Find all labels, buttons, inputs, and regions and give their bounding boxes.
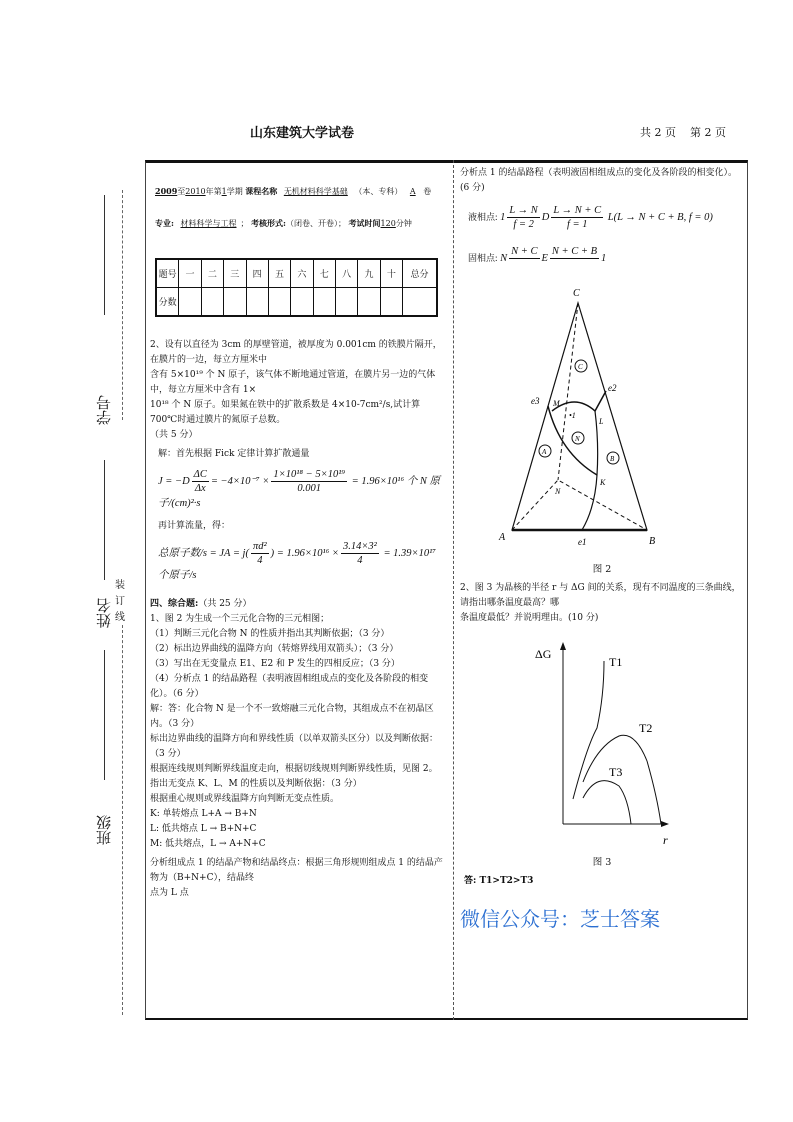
- student-id-label: 学号: [95, 395, 113, 425]
- k-label: K: [600, 478, 606, 487]
- figure-2-caption: 图 2: [592, 564, 612, 575]
- score-header: 总分: [403, 259, 437, 288]
- fraction: [192, 468, 209, 495]
- text-line: （共 5 分）: [150, 430, 198, 440]
- column-divider: [453, 160, 454, 1020]
- text-line: 指出无变点 K、L、M 的性质以及判断依据：（3 分）: [150, 779, 362, 789]
- x-axis-label: r: [663, 833, 668, 847]
- eq-part: E: [541, 252, 548, 264]
- text-line: （1）判断三元化合物 N 的性质并指出其判断依据；（3 分）: [150, 629, 390, 639]
- term: 1: [221, 187, 227, 196]
- question-2-text: [150, 338, 448, 443]
- text-line: 根据连线规则判断界线温度走向，根据切线规则判断界线性质，见图 2。: [150, 764, 438, 774]
- denominator: 4: [357, 555, 363, 566]
- n-label: N: [555, 487, 561, 496]
- section-4: [150, 597, 448, 901]
- figure-3-caption: 图 3: [592, 857, 612, 868]
- liquid-label: 液相点:: [468, 211, 498, 222]
- score-cell[interactable]: [268, 288, 290, 317]
- course-level: （本、专科）: [354, 187, 403, 196]
- m-label: M: [553, 399, 560, 408]
- equation-flux: [158, 468, 448, 513]
- course-label: 课程名称: [245, 186, 278, 196]
- term-label: 学期: [226, 187, 243, 196]
- score-header: 四: [246, 259, 268, 288]
- region-a-label: A: [542, 448, 547, 456]
- score-cell[interactable]: [313, 288, 335, 317]
- exam-form: （闭卷、开卷）；: [286, 219, 346, 228]
- text-line: 标出边界曲线的温降方向和界线性质（以单双箭头区分）以及判断依据：（3 分）: [150, 734, 439, 759]
- id-line: [104, 195, 105, 315]
- page-count: 共 2 页 第 2 页: [640, 126, 726, 139]
- fraction: [509, 245, 539, 272]
- name-line: [104, 460, 105, 580]
- text-line: K: 单转熔点 L+A → B+N: [150, 809, 257, 819]
- denominator: 0.001: [297, 483, 321, 494]
- crystallization-intro: 分析点 1 的结晶路程（表明液固相组成点的变化及各阶段的相变化）。(6 分): [460, 168, 737, 193]
- score-header-row: [156, 259, 437, 288]
- solution-step-2: 再计算流量，得：: [158, 521, 231, 531]
- eq-part: = −4×10⁻⁷ ×: [210, 475, 270, 487]
- numerator: πd²: [252, 541, 267, 552]
- fraction: [551, 204, 603, 231]
- l-label: L: [599, 417, 604, 426]
- text-line: 2、设有以直径为 3cm 的厚壁管道，被厚度为 0.001cm 的铁膜片隔开，在膜片的一边，每立方厘米中: [150, 340, 442, 365]
- text-line: 1、图 2 为生成一个三元化合物的三元相图；: [150, 614, 330, 624]
- curve-t3: [583, 781, 631, 824]
- score-header: 三: [224, 259, 246, 288]
- numerator: L → N: [509, 205, 538, 216]
- score-cell[interactable]: [403, 288, 437, 317]
- region-c-label: C: [578, 363, 583, 371]
- score-header: 二: [201, 259, 223, 288]
- denominator: 4: [257, 555, 263, 566]
- exam-time: 120: [380, 219, 396, 228]
- score-row-label: 分数: [156, 288, 179, 317]
- paper-version: A: [409, 187, 416, 196]
- text-line: （4）分析点 1 的结晶路程（表明液固相组成点的变化及各阶段的相变化）。（6 分）: [150, 674, 429, 699]
- paper-label: 卷: [423, 187, 432, 196]
- text-line: 解：答：化合物 N 是一个不一致熔融三元化合物，其组成点不在初晶区内。（3 分）: [150, 704, 434, 729]
- fraction: [341, 540, 379, 567]
- class-line: [104, 650, 105, 780]
- curve-label-t1: T1: [609, 655, 623, 669]
- class-label: 班级: [95, 815, 113, 845]
- name-label: 姓名: [95, 598, 113, 628]
- score-cell[interactable]: [380, 288, 402, 317]
- fraction: [507, 204, 539, 231]
- text-line: 条温度最低？并说明理由。(10 分): [460, 613, 599, 623]
- y-axis-arrow: [560, 642, 566, 650]
- numerator: 3.14×3²: [342, 541, 377, 552]
- numerator: N + C: [511, 246, 538, 257]
- point-1: •1: [569, 411, 576, 420]
- to-label: 至: [177, 187, 186, 196]
- numerator: ΔC: [193, 469, 207, 480]
- separator: ；: [240, 219, 249, 228]
- e3-label: e3: [531, 396, 540, 406]
- score-header: 十: [380, 259, 402, 288]
- curve-label-t3: T3: [609, 765, 623, 779]
- score-header: 五: [268, 259, 290, 288]
- left-column: [150, 338, 448, 901]
- y-axis-label: ΔG: [535, 647, 552, 661]
- form-label: 考核形式:: [251, 218, 286, 228]
- x-axis-arrow: [661, 821, 669, 827]
- nucleation-energy-chart: [535, 636, 675, 851]
- page-title: 山东建筑大学试卷: [250, 126, 355, 141]
- time-label: 考试时间: [348, 218, 381, 228]
- eq-part: D: [541, 211, 550, 223]
- score-cell[interactable]: [336, 288, 358, 317]
- binding-char: 订: [115, 596, 125, 607]
- answer-text: T1>T2>T3: [479, 876, 534, 886]
- watermark: 微信公众号：芝士答案: [460, 907, 660, 931]
- denominator: f = 1: [567, 219, 588, 230]
- question-2-right: [460, 581, 744, 626]
- solid-label: 固相点:: [468, 252, 498, 263]
- eq-part: = 1.39×10¹⁷ 个原子/s: [158, 547, 436, 581]
- curve-label-t2: T2: [639, 721, 653, 735]
- binding-char: 线: [115, 612, 125, 623]
- section-title: 四、综合题:: [150, 599, 199, 609]
- answer: [464, 874, 744, 889]
- ternary-phase-diagram: [495, 278, 665, 558]
- vertex-c-label: C: [573, 288, 580, 299]
- major-label: 专业:: [155, 218, 174, 228]
- year-to: 2010: [185, 187, 206, 196]
- text-line: 含有 5×10¹⁹ 个 N 原子，该气体不断地通过管道，在膜片另一边的气体中，每立方厘米中含有 1×: [150, 370, 436, 395]
- binding-char: 装: [115, 580, 125, 591]
- exam-info-row1: [155, 184, 447, 199]
- eq-part: ) = 1.96×10¹⁶ ×: [270, 547, 339, 559]
- boundary-m-l-e2: [552, 391, 606, 411]
- section-4-heading: [150, 597, 448, 612]
- region-n-label: N: [575, 435, 580, 443]
- text-line: 10¹⁸ 个 N 原子。如果氮在铁中的扩散系数是 4×10-7cm²/s,试计算 700℃时通过膜片的氮原子总数。: [150, 400, 421, 425]
- text-line: 点为 L 点: [150, 888, 189, 898]
- fraction: [550, 245, 599, 272]
- score-row: [156, 288, 437, 317]
- text-line: 分析组成点 1 的结晶产物和结晶终点：根据三角形规则组成点 1 的结晶产物为（B+N+C），结晶终: [150, 858, 443, 883]
- time-unit: 分钟: [395, 219, 412, 228]
- equation-total: [158, 540, 448, 585]
- eq-part: 总原子数/s = JA = j(: [158, 547, 249, 559]
- text-line: 根据重心规则或界线温降方向判断无变点性质。: [150, 794, 340, 804]
- eq-part: J = −D: [158, 475, 190, 487]
- score-header: 一: [179, 259, 201, 288]
- score-header: 八: [336, 259, 358, 288]
- text-line: M: 低共熔点，L → A+N+C: [150, 839, 266, 849]
- solid-path: [468, 245, 744, 272]
- year-label: 年第: [205, 187, 222, 196]
- score-cell[interactable]: [201, 288, 223, 317]
- score-cell[interactable]: [291, 288, 313, 317]
- denominator: f = 2: [513, 219, 534, 230]
- answer-label: 答:: [464, 876, 477, 886]
- eq-part: N: [500, 252, 508, 264]
- score-cell[interactable]: [246, 288, 268, 317]
- score-header: 九: [358, 259, 380, 288]
- binding-dash-top: [122, 190, 123, 420]
- score-table: [155, 258, 438, 317]
- score-header: 六: [291, 259, 313, 288]
- fraction: [251, 540, 269, 567]
- score-cell[interactable]: [358, 288, 380, 317]
- text-line: （3）写出在无变量点 E1、E2 和 P 发生的四相反应；（3 分）: [150, 659, 400, 669]
- liquid-path: [468, 204, 744, 231]
- right-column: [460, 166, 744, 932]
- compatibility-lines: [512, 303, 647, 530]
- section-points: （共 25 分）: [198, 599, 252, 609]
- e1-label: e1: [578, 537, 587, 547]
- eq-part: L(L → N + C + B, f = 0): [607, 211, 713, 223]
- binding-dash-bottom: [122, 625, 123, 1015]
- text-line: （2）标出边界曲线的温降方向（转熔界线用双箭头）；（3 分）: [150, 644, 399, 654]
- binding-line-label: [115, 578, 125, 626]
- eq-part: 1: [601, 252, 607, 264]
- vertex-a-label: A: [499, 532, 506, 543]
- triangle-outline: [512, 303, 647, 530]
- fraction: [271, 468, 347, 495]
- curve-t1: [573, 661, 604, 799]
- denominator: Δx: [194, 483, 206, 494]
- course-name: 无机材料科学基础: [283, 187, 348, 196]
- eq-part: 1: [500, 211, 506, 223]
- score-header: 七: [313, 259, 335, 288]
- year-from: 2009: [155, 186, 178, 196]
- curve-t2: [583, 735, 661, 824]
- score-cell[interactable]: [179, 288, 201, 317]
- score-header: 题号: [156, 259, 179, 288]
- vertex-b-label: B: [649, 536, 656, 547]
- region-b-label: B: [610, 455, 615, 463]
- eq-part: = 1.96×10¹⁶ 个 N 原子/(cm)²·s: [158, 475, 440, 509]
- numerator: N + C + B: [551, 246, 598, 257]
- score-cell[interactable]: [224, 288, 246, 317]
- text-line: 2、图 3 为晶核的半径 r 与 ΔG 间的关系，现有不同温度的三条曲线，请指出哪条温度最高？哪: [460, 583, 741, 608]
- solution-step-1: 解：首先根据 Fick 定律计算扩散通量: [158, 449, 310, 459]
- e2-label: e2: [608, 383, 617, 393]
- numerator: 1×10¹⁸ − 5×10¹⁹: [273, 469, 345, 480]
- text-line: L: 低共熔点 L → B+N+C: [150, 824, 257, 834]
- numerator: L → N + C: [553, 205, 602, 216]
- exam-info-row2: [155, 216, 447, 231]
- major: 材料科学与工程: [180, 219, 237, 228]
